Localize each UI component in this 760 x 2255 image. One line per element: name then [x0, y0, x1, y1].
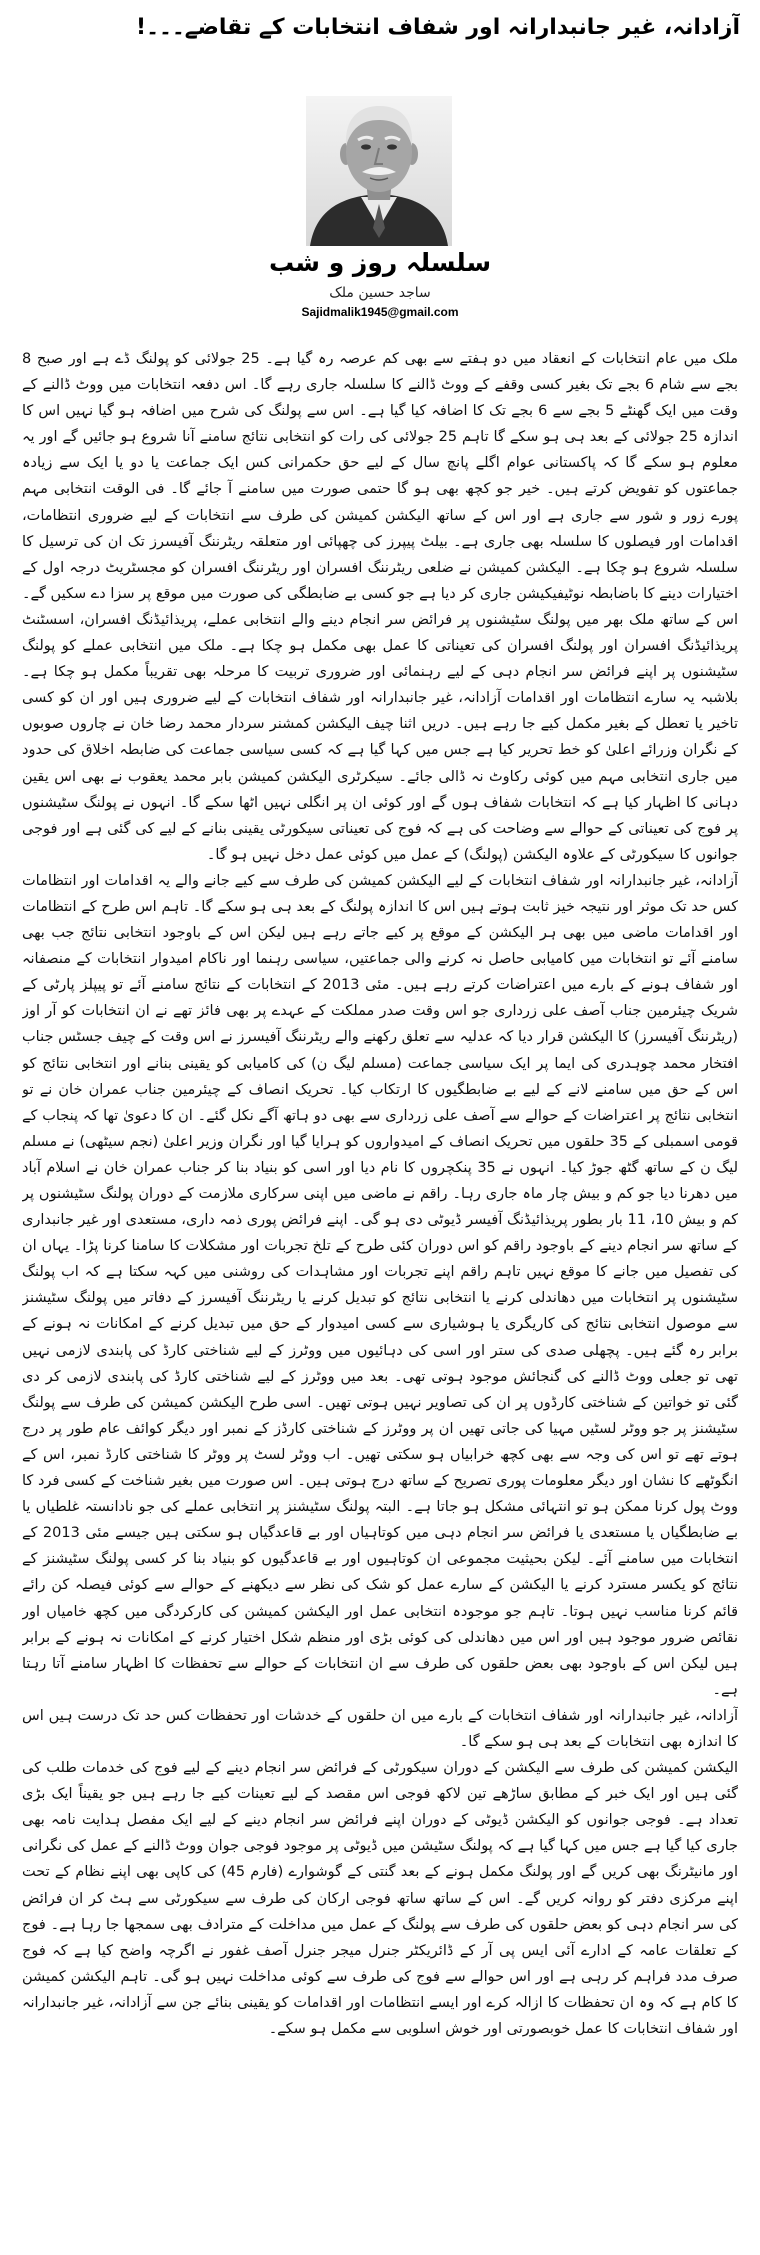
- article-headline: آزادانہ، غیر جانبدارانہ اور شفاف انتخابات کے تقاضے۔۔۔!: [136, 15, 740, 40]
- author-email: Sajidmalik1945@gmail.com: [301, 305, 459, 319]
- article-paragraph: آزادانہ، غیر جانبدارانہ اور شفاف انتخابات کے لیے الیکشن کمیشن کی طرف سے کیے جانے والے یہ اقدامات اور انتظامات کس حد تک موثر اور نتیجہ خیز ثابت ہوتے ہیں اس کا اندازہ پولنگ کے بعد ہی ہو سکے گا۔ تاہم اس طرح کے انتظامات اور اقدامات ماضی میں بھی ہر الیکشن کے موقع پر کیے جاتے رہے ہیں لیکن اس کے باوجود انتخابی نتائج جب بھی سامنے آئے تو انتخابات میں کامیابی حاصل نہ کرنے والی جماعتیں، سیاسی رہنما اور ناکام امیدوار انتخابات کے منصفانہ اور شفاف ہونے کے بارے میں اعتراضات کرتے رہے ہیں۔ مئی 2013 کے انتخابات کے نتائج سامنے آئے تو پیپلز پارٹی کے شریک چیئرمین جناب آصف علی زرداری جو اس وقت صدر مملکت کے عہدے پر بھی فائز تھے نے ان انتخابات کو آر اوز (ریٹرننگ آفیسرز) کا الیکشن قرار دیا کہ عدلیہ سے تعلق رکھنے والے ریٹرننگ آفیسرز نے اس وقت کے چیف جسٹس جناب افتخار محمد چوہدری کی ایما پر ایک سیاسی جماعت (مسلم لیگ ن) کی کامیابی کو یقینی بنانے اور انتخابی نتائج کو اس کے حق میں سامنے لانے کے لیے بے ضابطگیوں کا ارتکاب کیا۔ تحریک انصاف کے چیئرمین جناب عمران خان نے تو انتخابی نتائج پر اعتراضات کے حوالے سے آصف علی زرداری سے بھی دو ہاتھ آگے نکل گئے۔ ان کا دعویٰ تھا کہ پنجاب کے قومی اسمبلی کے 35 حلقوں میں تحریک انصاف کے امیدواروں کو ہرایا گیا اور نگران وزیر اعلیٰ (نجم سیٹھی) نے مسلم لیگ ن کے ساتھ گٹھ جوڑ کیا۔ انہوں نے 35 پنکچروں کا نام دیا اور اسی کو بنیاد بنا کر جناب عمران خان نے اسلام آباد میں دھرنا دیا جو کم و بیش چار ماہ جاری رہا۔ راقم نے ماضی میں اپنی سرکاری ملازمت کے دوران پولنگ سٹیشنوں پر کم و بیش 10، 11 بار بطور پریذائیڈنگ آفیسر ڈیوٹی دی ہو گی۔ اپنے فرائض پوری ذمہ داری، مستعدی اور غیر جانبداری کے ساتھ سر انجام دینے کے باوجود راقم کو اس دوران کئی طرح کے تلخ تجربات اور مشکلات کا سامنا کرنا پڑا۔ یہاں ان کی تفصیل میں جانے کا موقع نہیں تاہم راقم اپنے تجربات اور مشاہدات کی روشنی میں کہہ سکتا ہے کہ اب پولنگ سٹیشنوں پر انتخابات میں دھاندلی کرنے یا انتخابی نتائج کو تبدیل کرنے یا ریٹرننگ آفیسرز کے دفاتر میں پولنگ سٹیشنز سے موصول انتخابی نتائج کی کاریگری یا ہوشیاری سے کسی امیدوار کے حق میں تبدیل کرنے کے امکانات نہ ہونے کے برابر رہ گئے ہیں۔ پچھلی صدی کی ستر اور اسی کی دہائیوں میں ووٹرز کے لیے شناختی کارڈ کی پابندی لازمی نہیں تھی تو جعلی ووٹ ڈالنے کی گنجائش موجود ہوتی تھی۔ بعد میں ووٹرز کے لیے شناختی کارڈ کی پابندی لازمی کر دی گئی تو خواتین کے شناختی کارڈوں پر ان کی تصاویر نہیں ہوتی تھیں۔ اسی طرح الیکشن کمیشن کی طرف سے پولنگ سٹیشنز پر جو ووٹر لسٹیں مہیا کی جاتی تھیں ان پر ووٹرز کے شناختی کارڈز کے نمبر اور دیگر کوائف عام طور پر درج ہوتے تھے تو اس کی وجہ سے بھی کچھ خرابیاں ہو سکتی تھیں۔ اب ووٹر لسٹ پر ووٹر کا شناختی کارڈ نمبر، اس کے انگوٹھے کا نشان اور دیگر معلومات پوری تصریح کے ساتھ درج ہوتی ہیں۔ اس صورت میں بغیر شناخت کے کسی فرد کا ووٹ پول کرنا ممکن ہو تو انتہائی مشکل ہو جاتا ہے۔ البتہ پولنگ سٹیشنز پر انتخابی عملے کی جو نادانستہ غلطیاں یا بے ضابطگیاں یا مستعدی یا فرائض سر انجام دہی میں کوتاہیاں اور بے قاعدگیاں ہو سکتی ہیں جیسے مئی 2013 کے انتخابات میں سامنے آئے۔ لیکن بحیثیت مجموعی ان کوتاہیوں اور بے قاعدگیوں کو بنیاد بنا کر کسی پولنگ سٹیشنز کے نتائج کو یکسر مسترد کرنے یا الیکشن کے سارے عمل کو شک کی نظر سے دیکھنے کے حوالے سے کوئی فیصلہ کن رائے قائم کرنا مناسب نہیں ہوتا۔ تاہم جو موجودہ انتخابی عمل اور الیکشن کمیشن کی کارکردگی میں کچھ خامیاں اور نقائص ضرور موجود ہیں اور اس میں دھاندلی کی کوئی بڑی اور منظم شکل اختیار کرنے کے امکانات نہ ہونے کے برابر ہیں لیکن اس کے باوجود بھی بعض حلقوں کی طرف سے ان انتخابات کے حوالے سے تحفظات کا اظہار سامنے آتا رہتا ہے۔: [22, 872, 738, 1698]
- column-name: سلسلہ روز و شب: [268, 248, 492, 277]
- article-paragraph: آزادانہ، غیر جانبدارانہ اور شفاف انتخابات کے بارے میں ان حلقوں کے خدشات اور تحفظات کس حد تک درست ہیں اس کا اندازہ بھی انتخابات کے بعد ہی ہو سکے گا۔: [22, 1707, 738, 1750]
- article-paragraph: ملک میں عام انتخابات کے انعقاد میں دو ہفتے سے بھی کم عرصہ رہ گیا ہے۔ 25 جولائی کو پولنگ ڈے ہے اور صبح 8 بجے سے شام 6 بجے تک بغیر کسی وقفے کے ووٹ ڈالنے کا سلسلہ جاری رہے گا۔ اس دفعہ انتخابات میں ووٹ ڈالنے کے وقت میں ایک گھنٹے 5 بجے سے 6 بجے تک کا اضافہ کیا گیا ہے۔ اس سے پولنگ کی شرح میں اضافہ ہو گیا نہیں اس کا اندازہ 25 جولائی کے بعد ہی ہو سکے گا تاہم 25 جولائی کی رات کو انتخابی نتائج سامنے آنا شروع ہو جائیں گے اور یہ معلوم ہو سکے گا کہ پاکستانی عوام اگلے پانچ سال کے لیے حق حکمرانی کس ایک جماعت یا دو یا ایک سے زیادہ جماعتوں کو تفویض کرتے ہیں۔ خیر جو کچھ بھی ہو گا حتمی صورت میں سامنے آ جائے گا۔ فی الوقت انتخابی مہم پورے زور و شور سے جاری ہے اور اس کے ساتھ الیکشن کمیشن کی طرف سے انتخابات کے لیے ضروری انتظامات، اقدامات اور فیصلوں کا سلسلہ بھی جاری ہے۔ بیلٹ پیپرز کی چھپائی اور متعلقہ ریٹرننگ آفیسرز تک ان کی ترسیل کا سلسلہ شروع ہو چکا ہے۔ الیکشن کمیشن نے ضلعی ریٹرننگ افسران اور ریٹرننگ افسران کو مجسٹریٹ درجہ اول کے اختیارات دینے کا باضابطہ نوٹیفیکیشن جاری کر دیا ہے جو کسی بے ضابطگی کی صورت میں موقع پر سزا دے سکیں گے۔ اس کے ساتھ ملک بھر میں پولنگ سٹیشنوں پر فرائض سر انجام دینے والے انتخابی عملے، پریذائیڈنگ افسران، اسسٹنٹ پریذائیڈنگ افسران اور پولنگ افسران کی تعیناتی کا عمل بھی مکمل ہو چکا ہے۔ ملک میں انتخابی عملے کو پولنگ سٹیشنوں پر اپنے فرائض سر انجام دہی کے لیے رہنمائی اور ضروری تربیت کا مرحلہ بھی تقریباً مکمل ہو چکا ہے۔ بلاشبہ یہ سارے انتظامات اور اقدامات آزادانہ، غیر جانبدارانہ اور شفاف انتخابات کے لیے ضروری ہیں اور ان کو کسی تاخیر یا تعطل کے بغیر مکمل کیے جا رہے ہیں۔ دریں اثنا چیف الیکشن کمشنر سردار محمد رضا خان نے چاروں صوبوں کے نگران وزرائے اعلیٰ کو خط تحریر کیا ہے جس میں کہا گیا ہے کہ کسی سیاسی جماعت کی ضابطہ اخلاق کی حدود میں جاری انتخابی مہم میں کوئی رکاوٹ نہ ڈالی جائے۔ سیکرٹری الیکشن کمیشن بابر محمد یعقوب نے بھی اس یقین دہانی کا اظہار کیا ہے کہ انتخابات شفاف ہوں گے اور کوئی ان پر انگلی نہیں اٹھا سکے گا۔ انہوں نے پولنگ سٹیشنوں پر فوج کی تعیناتی کے حوالے سے وضاحت کی ہے کہ فوج کی تعیناتی سیکورٹی یقینی بنانے کے لیے کی گئی ہے اور فوجی جوانوں کا سیکورٹی کے علاوہ الیکشن (پولنگ) کے عمل میں کوئی عمل دخل نہیں ہو گا۔: [22, 351, 738, 863]
- column-byline: [258, 96, 502, 322]
- article-body: [22, 346, 738, 2249]
- author-portrait: [306, 96, 452, 246]
- article-paragraph: الیکشن کمیشن کی طرف سے الیکشن کے دوران سیکورٹی کے فرائض سر انجام دینے کے لیے فوج کی خدمات طلب کی گئی ہیں اور ایک خبر کے مطابق ساڑھے تین لاکھ فوجی اس مقصد کے لیے تعینات کیے جا رہے ہیں جو یقیناً ایک بڑی تعداد ہے۔ فوجی جوانوں کو الیکشن ڈیوٹی کے دوران اپنے فرائض سر انجام دینے کے لیے ایک مفصل ہدایت نامہ بھی جاری کیا گیا ہے جس میں کہا گیا ہے کہ پولنگ سٹیشن میں ڈیوٹی پر موجود فوجی جوان ووٹ ڈالنے کے عمل کی نگرانی اور مانیٹرنگ بھی کریں گے اور پولنگ مکمل ہونے کے بعد گنتی کے گوشوارے (فارم 45) کی کاپی بھی اپنے نظام کے تحت اپنے مرکزی دفتر کو روانہ کریں گے۔ اس کے ساتھ ساتھ فوجی ارکان کی طرف سے سیکورٹی سے ہٹ کر ان فرائض کی سر انجام دہی کو بعض حلقوں کی طرف سے پولنگ کے عمل میں مداخلت کے مترادف بھی سمجھا جا رہا ہے۔ فوج کے تعلقات عامہ کے ادارے آئی ایس پی آر کے ڈائریکٹر جنرل میجر جنرل آصف غفور نے اگرچہ واضح کیا ہے کہ فوج صرف مدد فراہم کر رہی ہے اور اس حوالے سے فوج کی طرف سے کوئی مداخلت نہیں ہو گی۔ تاہم الیکشن کمیشن کا کام ہے کہ وہ ان تحفظات کا ازالہ کرے اور ایسے انتظامات اور اقدامات کو یقینی بنائے جن سے آزادانہ، غیر جانبدارانہ اور شفاف انتخابات کا عمل خوبصورتی اور خوش اسلوبی سے مکمل ہو سکے۔: [22, 1760, 738, 2037]
- author-name: ساجد حسین ملک: [329, 285, 431, 301]
